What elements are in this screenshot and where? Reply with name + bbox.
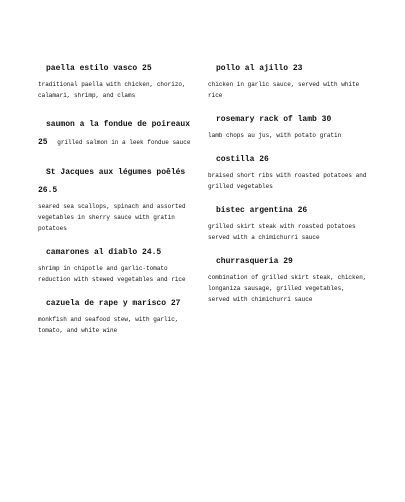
menu-item-name: paella estilo vasco bbox=[46, 64, 138, 73]
menu-item-title bbox=[208, 153, 370, 166]
menu-item-description: chicken in garlic sauce, served with white rice bbox=[208, 81, 360, 99]
menu-item-name: saumon a la fondue de poireaux bbox=[46, 120, 191, 129]
menu-item bbox=[208, 204, 370, 243]
menu-item-description: braised short ribs with roasted potatoes and grilled vegetables bbox=[208, 172, 367, 190]
menu-item-description: lamb chops au jus, with potato gratin bbox=[208, 132, 342, 139]
menu-item bbox=[208, 62, 370, 101]
menu-item-description: traditional paella with chicken, chorizo, calamari, shrimp, and clams bbox=[38, 81, 186, 99]
menu-item-title bbox=[208, 113, 370, 126]
menu-item-price: 30 bbox=[321, 115, 332, 124]
menu-item-name: St Jacques aux légumes poêlés bbox=[46, 168, 186, 177]
menu-item bbox=[38, 161, 200, 234]
menu-item-price: 26.5 bbox=[38, 186, 58, 195]
menu-item-description: shrimp in chipotle and garlic-tomato reduction with stewed vegetables and rice bbox=[38, 265, 186, 283]
menu-item-price: 25 bbox=[142, 64, 152, 73]
menu-item-description: monkfish and seafood stew, with garlic, tomato, and white wine bbox=[38, 316, 179, 334]
menu-item-title bbox=[208, 204, 370, 217]
menu-item-name: churrasqueria bbox=[216, 257, 279, 266]
menu-item-title bbox=[38, 113, 200, 149]
menu-item-name: pollo al ajillo bbox=[216, 64, 289, 73]
menu-item bbox=[208, 153, 370, 192]
menu-item-price: 26 bbox=[259, 155, 269, 164]
menu-item-name: camarones al diablo bbox=[46, 248, 138, 257]
menu-item-name: rosemary rack of lamb bbox=[216, 115, 317, 124]
menu-item-title bbox=[38, 297, 200, 310]
menu-item-price: 23 bbox=[292, 64, 303, 73]
menu-item bbox=[38, 297, 200, 336]
menu-item-name: bistec argentina bbox=[216, 206, 293, 215]
menu-column-left bbox=[38, 62, 200, 348]
menu-item bbox=[208, 113, 370, 141]
menu-item-title bbox=[208, 255, 370, 268]
menu-item-title bbox=[38, 161, 200, 197]
menu-item-description: combination of grilled skirt steak, chicken, longaniza sausage, grilled vegetables, served with chimichurri sauce bbox=[208, 274, 367, 303]
menu-item-price: 24.5 bbox=[142, 248, 162, 257]
menu-item bbox=[208, 255, 370, 305]
menu-item-price: 27 bbox=[170, 299, 181, 308]
menu-item bbox=[38, 113, 200, 149]
menu-item-price: 26 bbox=[297, 206, 308, 215]
menu-item-title bbox=[38, 62, 200, 75]
menu-item-price: 25 bbox=[38, 138, 48, 147]
menu-item-name: costilla bbox=[216, 155, 255, 164]
menu-item-name: cazuela de rape y marisco bbox=[46, 299, 167, 308]
menu-item-title bbox=[38, 246, 200, 259]
menu bbox=[38, 62, 370, 348]
menu-item-description: grilled salmon in a leek fondue sauce bbox=[57, 139, 191, 146]
menu-item bbox=[38, 62, 200, 101]
menu-column-right bbox=[208, 62, 370, 348]
menu-item-title bbox=[208, 62, 370, 75]
menu-item-price: 29 bbox=[283, 257, 293, 266]
menu-item bbox=[38, 246, 200, 285]
menu-item-description: seared sea scallops, spinach and assorted vegetables in sherry sauce with gratin potatoes bbox=[38, 203, 186, 232]
menu-item-description: grilled skirt steak with roasted potatoes served with a chimichurri sauce bbox=[208, 223, 356, 241]
